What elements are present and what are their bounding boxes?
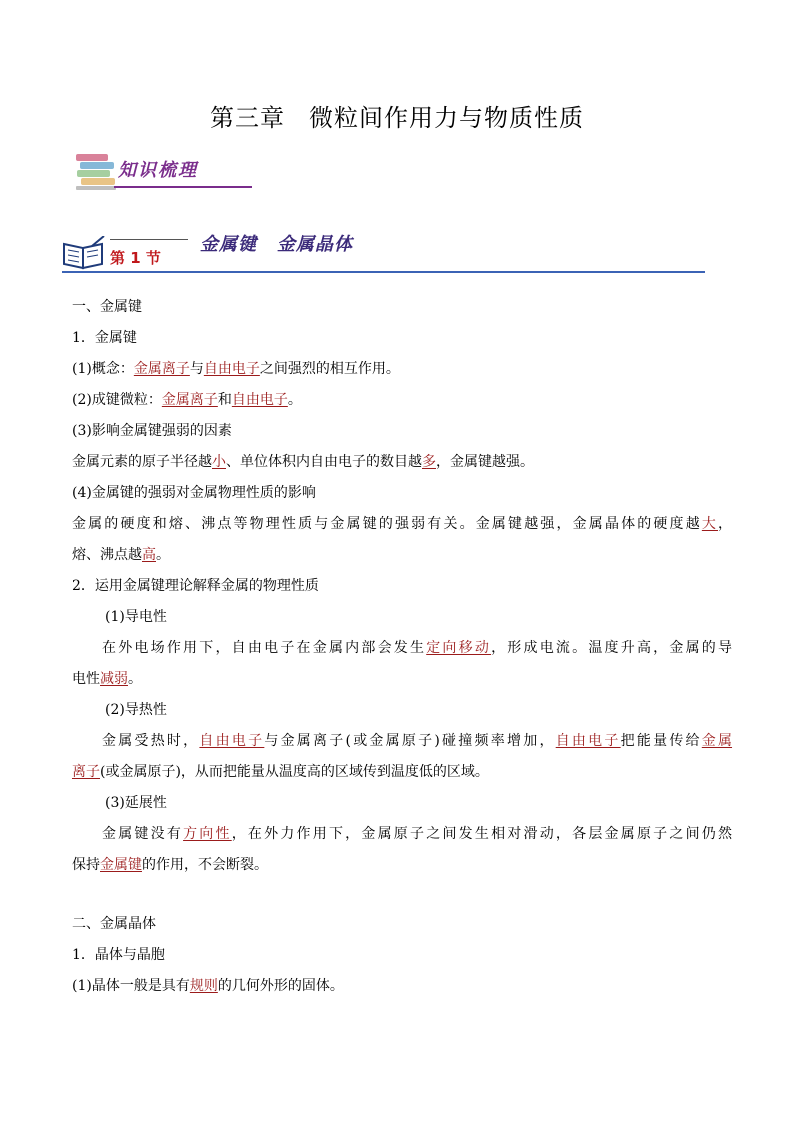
paragraph-particles: (2)成键微粒：金属离子和自由电子。 [72, 392, 302, 408]
answer-blank: 离子 [72, 764, 100, 780]
paragraph-concept: (1)概念：金属离子与自由电子之间强烈的相互作用。 [72, 361, 400, 377]
chapter-title: 第三章 微粒间作用力与物质性质 [210, 104, 584, 132]
answer-blank: 小 [212, 454, 226, 470]
knowledge-banner [74, 146, 264, 196]
section-title: 金属键 金属晶体 [200, 234, 353, 255]
answer-blank: 自由电子 [203, 361, 260, 377]
section-number: 第 1 节 [110, 249, 161, 267]
banner-underline [114, 186, 252, 188]
answer-blank: 大 [701, 516, 719, 532]
answer-blank: 自由电子 [555, 733, 621, 749]
paragraph-thermal: 金属受热时，自由电子与金属离子(或金属原子)碰撞频率增加，自由电子把能量传给金属 [102, 733, 733, 749]
section-divider [62, 271, 705, 273]
paragraph-influence-cont: 熔、沸点越高。 [72, 547, 170, 563]
answer-blank: 金属离子 [133, 361, 190, 377]
answer-blank: 方向性 [183, 826, 232, 842]
banner-label: 知识梳理 [118, 160, 198, 181]
document-body [72, 292, 732, 1002]
heading-metal-crystal: 二、金属晶体 [72, 916, 156, 932]
paragraph-ductility-cont: 保持金属键的作用，不会断裂。 [72, 857, 268, 873]
answer-blank: 金属离子 [161, 392, 218, 408]
paragraph-factors: 金属元素的原子半径越小、单位体积内自由电子的数目越多，金属键越强。 [72, 454, 534, 470]
section-number-rule [110, 239, 188, 240]
answer-blank: 金属键 [100, 857, 142, 873]
spacer [72, 881, 732, 909]
paragraph-conductivity-cont: 电性减弱。 [72, 671, 142, 687]
answer-blank: 减弱 [100, 671, 128, 687]
heading-metal-bond: 一、金属键 [72, 299, 142, 315]
open-book-pen-icon [62, 236, 106, 270]
paragraph-crystal: (1)晶体一般是具有规则的几何外形的固体。 [72, 978, 344, 994]
answer-blank: 金属 [701, 733, 733, 749]
paragraph-conductivity: 在外电场作用下，自由电子在金属内部会发生定向移动，形成电流。温度升高，金属的导 [102, 640, 733, 656]
paragraph-influence-heading: (4)金属键的强弱对金属物理性质的影响 [72, 485, 316, 501]
paragraph-factors-heading: (3)影响金属键强弱的因素 [72, 423, 232, 439]
books-stack-icon [74, 150, 118, 192]
answer-blank: 多 [422, 454, 436, 470]
subheading-ductility: (3)延展性 [105, 795, 167, 811]
subheading-conductivity: (1)导电性 [105, 609, 167, 625]
paragraph-ductility: 金属键没有方向性，在外力作用下，金属原子之间发生相对滑动，各层金属原子之间仍然 [102, 826, 733, 842]
paragraph-thermal-cont: 离子(或金属原子)，从而把能量从温度高的区域传到温度低的区域。 [72, 764, 489, 780]
subheading-theory: 2．运用金属键理论解释金属的物理性质 [72, 578, 319, 594]
answer-blank: 高 [142, 547, 156, 563]
paragraph-influence: 金属的硬度和熔、沸点等物理性质与金属键的强弱有关。金属键越强，金属晶体的硬度越大， [72, 516, 733, 532]
subheading-crystal-cell: 1．晶体与晶胞 [72, 947, 165, 963]
answer-blank: 规则 [189, 978, 218, 994]
answer-blank: 自由电子 [199, 733, 265, 749]
answer-blank: 定向移动 [426, 640, 492, 656]
subheading-metal-bond: 1．金属键 [72, 330, 137, 346]
subheading-thermal: (2)导热性 [105, 702, 167, 718]
answer-blank: 自由电子 [231, 392, 288, 408]
section-header [62, 228, 707, 274]
